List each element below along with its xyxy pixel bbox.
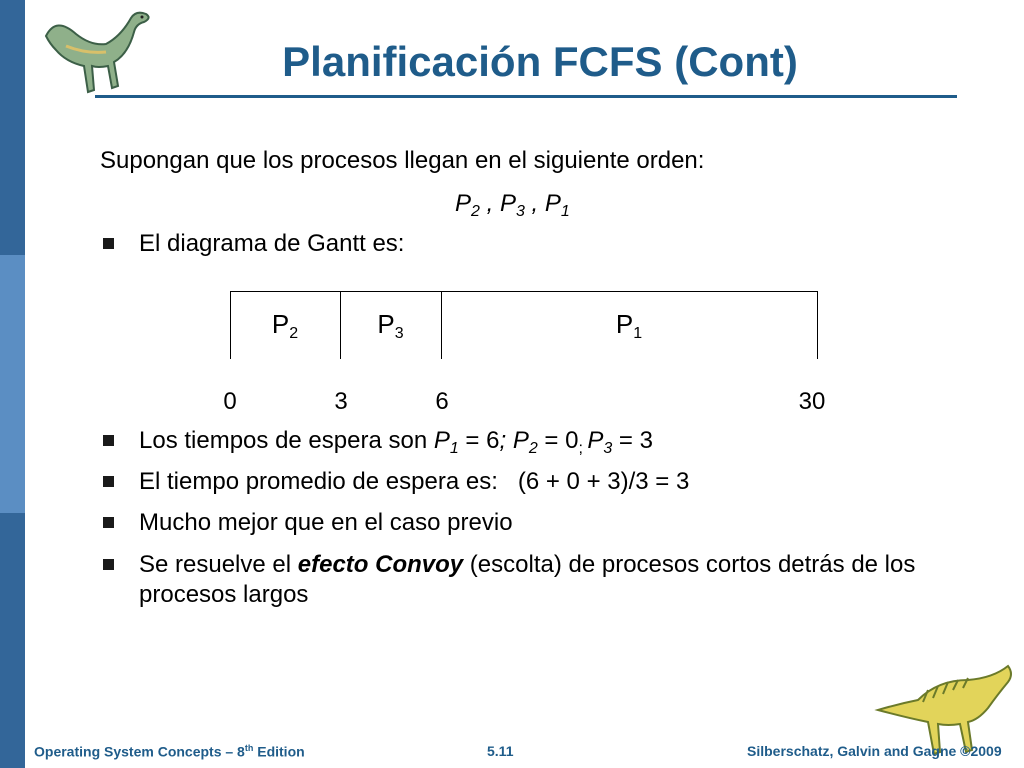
wait-prefix: Los tiempos de espera son (139, 427, 434, 454)
order-p2-sub: 2 (471, 203, 480, 220)
order-sep-2: , (524, 190, 545, 217)
footer-book-post: Edition (253, 743, 305, 760)
slide-title: Planificación FCFS (Cont) (282, 38, 798, 85)
wait-sep-1: ; (499, 427, 513, 454)
footer-book-sup: th (244, 743, 254, 753)
process-order (455, 190, 570, 218)
wait-p3-value: = 3 (612, 427, 653, 454)
bullet-marker (103, 435, 114, 446)
order-p1: P (544, 190, 561, 217)
bullet-marker (103, 238, 114, 249)
bullet-marker (103, 476, 114, 487)
gantt-cell-sub: 1 (633, 325, 643, 342)
convoy-pre: Se resuelve el (139, 551, 298, 578)
order-p1-sub: 1 (560, 203, 570, 220)
convoy-post: (escolta) de procesos cortos detrás de los (463, 551, 916, 578)
gantt-cell-p3 (340, 309, 441, 340)
left-sidebar-band (0, 0, 25, 768)
title-underline (95, 95, 957, 98)
order-p2: P (455, 190, 472, 217)
footer-authors: Silberschatz, Galvin and Gagne ©2009 (747, 743, 1002, 759)
wait-p3-sub: 3 (603, 440, 613, 457)
wait-p2-sub: 2 (528, 440, 538, 457)
gantt-tick-30: 30 (798, 388, 826, 415)
sidebar-segment-bottom (0, 513, 25, 768)
order-p3-sub: 3 (515, 203, 525, 220)
wait-p1-value: = 6 (458, 427, 500, 454)
footer-page-number: 5.11 (487, 743, 514, 759)
dinosaur-logo-icon (36, 6, 156, 98)
wait-p2-value: = 0 (537, 427, 579, 454)
wait-sep-2: ; (578, 440, 588, 457)
gantt-tick-6: 6 (435, 388, 449, 415)
gantt-cell-label: P (271, 309, 290, 339)
gantt-cell-label: P (615, 309, 634, 339)
gantt-cell-p1 (441, 309, 817, 340)
bullet-wait-text (139, 427, 653, 455)
gantt-divider (817, 291, 818, 359)
gantt-top-border (230, 291, 818, 292)
gantt-tick-0: 0 (223, 388, 237, 415)
bullet-gantt-text: El diagrama de Gantt es: (139, 230, 405, 257)
wait-p2: P (512, 427, 529, 454)
wait-p3: P (587, 427, 604, 454)
bullet-convoy-line2: procesos largos (139, 581, 309, 608)
gantt-cell-sub: 3 (394, 325, 404, 342)
gantt-cell-label: P (377, 309, 395, 339)
order-sep-1: , (479, 190, 500, 217)
sidebar-segment-middle (0, 255, 25, 513)
sidebar-segment-top (0, 0, 25, 255)
gantt-chart (230, 291, 818, 359)
bullet-marker (103, 559, 114, 570)
order-p3: P (499, 190, 516, 217)
bullet-marker (103, 517, 114, 528)
wait-p1-sub: 1 (449, 440, 459, 457)
bullet-convoy-text (139, 551, 915, 579)
gantt-tick-3: 3 (334, 388, 348, 415)
intro-text: Supongan que los procesos llegan en el siguiente orden: (100, 147, 705, 174)
wait-p1: P (433, 427, 450, 454)
footer-book (34, 743, 305, 760)
footer-book-pre: Operating System Concepts – 8 (34, 743, 245, 760)
convoy-emphasis: efecto Convoy (297, 551, 464, 578)
bullet-average-text: El tiempo promedio de espera es: (6 + 0 + 3)/3 = 3 (139, 468, 690, 495)
bullet-better-text: Mucho mejor que en el caso previo (139, 509, 513, 536)
gantt-cell-p2 (230, 309, 340, 340)
gantt-cell-sub: 2 (289, 325, 299, 342)
